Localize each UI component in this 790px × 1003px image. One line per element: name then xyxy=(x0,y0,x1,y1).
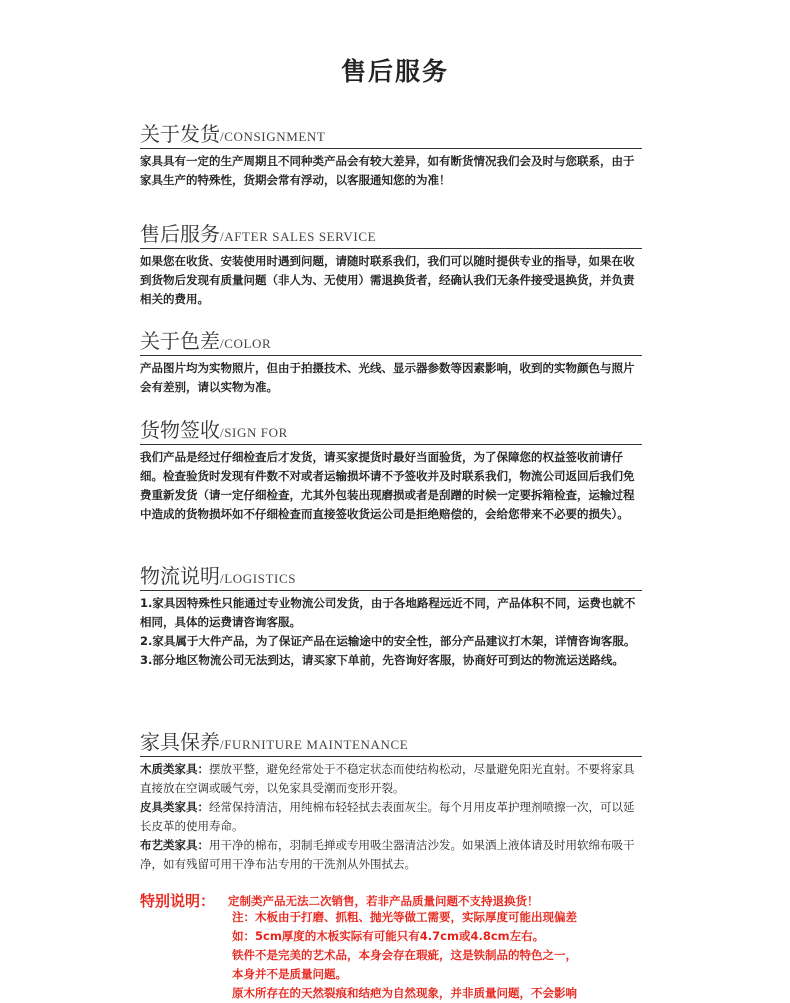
heading-zh: 物流说明/LOGISTICS xyxy=(140,564,297,588)
notice-line: 铁件不是完美的艺术品，本身会存在瑕疵，这是铁制品的特色之一， xyxy=(232,948,577,962)
heading-zh: 家具保养/FURNITURE MAINTENANCE xyxy=(140,730,409,754)
notice-line: 注：木板由于打磨、抓粗、抛光等做工需要，实际厚度可能出现偏差 xyxy=(232,910,577,924)
care-label: 布艺类家具： xyxy=(140,838,209,852)
paragraph: 产品图片均为实物照片，但由于拍摄技术、光线、显示器参数等因素影响，收到的实物颜色与照片会有差别，请以实物为准。 xyxy=(140,361,635,394)
heading-zh: 关于色差/COLOR xyxy=(140,329,272,353)
list-item: 3.部分地区物流公司无法到达，请买家下单前，先咨询好客服，协商好可到达的物流运送路线。 xyxy=(140,653,624,667)
section-body xyxy=(140,359,642,397)
paragraph: 如果您在收货、安装使用时遇到问题，请随时联系我们，我们可以随时提供专业的指导，如果在收到货物后发现有质量问题（非人为、无使用）需退换货者，经确认我们无条件接受退换货，并负责相关的费用。 xyxy=(140,254,635,306)
heading-en: /COLOR xyxy=(220,336,272,351)
section-logistics xyxy=(140,560,642,670)
section-heading xyxy=(140,726,642,757)
paragraph: 家具具有一定的生产周期且不同种类产品会有较大差异，如有断货情况我们会及时与您联系，由于家具生产的特殊性，货期会常有浮动，以客服通知您的为准！ xyxy=(140,154,635,187)
section-color xyxy=(140,325,642,397)
page-title: 售后服务 xyxy=(340,57,449,86)
section-heading xyxy=(140,560,642,591)
care-item-leather xyxy=(140,798,642,836)
section-body xyxy=(140,448,642,524)
section-after-sales xyxy=(140,218,642,309)
notice-line: 定制类产品无法二次销售，若非产品质量问题不支持退换货！ xyxy=(228,894,539,908)
heading-zh: 货物签收/SIGN FOR xyxy=(140,418,288,442)
care-label: 木质类家具： xyxy=(140,762,209,776)
heading-en: /CONSIGNMENT xyxy=(220,129,326,144)
care-label: 皮具类家具： xyxy=(140,800,209,814)
section-heading xyxy=(140,414,642,445)
heading-zh: 关于发货/CONSIGNMENT xyxy=(140,122,326,146)
section-body xyxy=(140,594,642,670)
heading-en: /FURNITURE MAINTENANCE xyxy=(220,737,409,752)
section-heading xyxy=(140,118,642,149)
list-item: 2.家具属于大件产品，为了保证产品在运输途中的安全性，部分产品建议打木架，详情咨询客服。 xyxy=(140,634,636,648)
section-heading xyxy=(140,218,642,249)
care-text: 摆放平整，避免经常处于不稳定状态而使结构松动，尽量避免阳光直射。不要将家具直接放在空调或暖气旁，以免家具受潮而变形开裂。 xyxy=(140,762,635,795)
paragraph: 我们产品是经过仔细检查后才发货，请买家提货时最好当面验货，为了保障您的权益签收前请仔细。检查验货时发现有件数不对或者运输损坏请不予签收并及时联系我们，物流公司返回后我们免费重新发货（请一定仔细检查，尤其外包装出现磨损或者是刮蹭的时候一定要拆箱检查，运输过程中造成的货物损坏如不仔细检查而直接签收货运公司是拒绝赔偿的，会给您带来不必要的损失）。 xyxy=(140,450,635,521)
heading-en: /LOGISTICS xyxy=(220,571,297,586)
heading-en: /SIGN FOR xyxy=(220,425,288,440)
notice-line: 本身并不是质量问题。 xyxy=(232,967,347,981)
care-item-fabric xyxy=(140,836,642,874)
notice-line: 原木所存在的天然裂痕和结疤为自然现象，并非质量问题，不会影响 xyxy=(232,986,577,1000)
section-maintenance xyxy=(140,726,642,874)
heading-zh: 售后服务/AFTER SALES SERVICE xyxy=(140,222,377,246)
notice-line: 如：5cm厚度的木板实际有可能只有4.7cm或4.8cm左右。 xyxy=(232,929,545,943)
notice-label: 特别说明： xyxy=(140,892,216,910)
section-heading xyxy=(140,325,642,356)
section-sign-for xyxy=(140,414,642,524)
list-item: 1.家具因特殊性只能通过专业物流公司发货，由于各地路程远近不同，产品体积不同，运费也就不相同，具体的运费请咨询客服。 xyxy=(140,596,636,629)
care-text: 用干净的棉布，羽制毛掸或专用吸尘器清洁沙发。如果洒上液体请及时用软绵布吸干净，如有残留可用干净布沾专用的干洗剂从外围拭去。 xyxy=(140,838,635,871)
section-body xyxy=(140,760,642,874)
section-consignment xyxy=(140,118,642,190)
care-item-wood xyxy=(140,760,642,798)
care-text: 经常保持清洁，用纯棉布轻轻拭去表面灰尘。每个月用皮革护理剂喷擦一次，可以延长皮革的使用寿命。 xyxy=(140,800,635,833)
section-body xyxy=(140,252,642,309)
section-body xyxy=(140,152,642,190)
heading-en: /AFTER SALES SERVICE xyxy=(220,229,377,244)
